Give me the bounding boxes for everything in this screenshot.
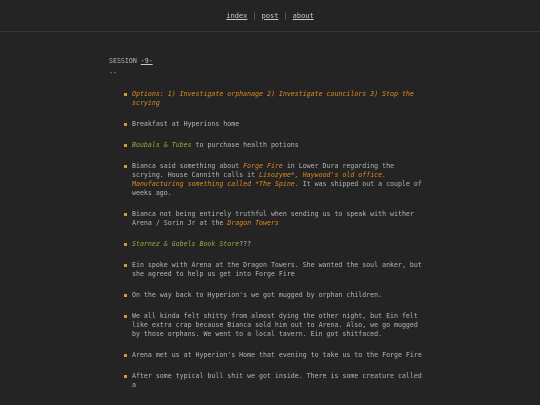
options-text: Options: 1) Investigate orphanage 2) Investigate councilors 3) Stop the scrying	[132, 90, 414, 107]
note-text: Ein spoke with Arena at the Dragon Towers. She wanted the soul anker, but she agreed to help us get into Forge Fire	[132, 261, 422, 278]
note-text: ???	[239, 240, 252, 248]
note-text: After some typical bull shit we got inside. There is some creature called a	[132, 372, 422, 389]
list-item	[132, 372, 429, 390]
notes-list	[109, 90, 429, 390]
list-item	[132, 162, 429, 198]
list-item	[132, 90, 429, 108]
session-number: -9-	[140, 57, 153, 65]
note-text: On the way back to Hyperion's we got mugged by orphan children.	[132, 291, 383, 299]
session-label: SESSION	[109, 57, 141, 65]
forge-fire-highlight: Forge Fire	[243, 162, 283, 170]
post-content	[109, 57, 429, 402]
note-text: to purchase health potions	[191, 141, 299, 149]
list-item	[132, 261, 429, 279]
top-navigation	[0, 0, 540, 32]
nav-about-link[interactable]: about	[292, 11, 314, 20]
note-text: It was shipped out a couple of weeks ago.	[132, 180, 422, 197]
session-divider: --	[109, 69, 117, 77]
list-item	[132, 291, 429, 300]
list-item	[132, 351, 429, 360]
shop-name: Boubals & Tubes	[132, 141, 192, 149]
nav-index-link[interactable]: index	[226, 11, 248, 20]
book-store-name: Starnez & Gobels Book Store	[132, 240, 240, 248]
list-item	[132, 120, 429, 129]
note-text: Arena met us at Hyperion's Home that evening to take us to the Forge Fire	[132, 351, 422, 359]
note-text: Bianca said something about	[132, 162, 244, 170]
nav-separator: |	[252, 11, 257, 20]
note-text: Breakfast at Hyperions home	[132, 120, 240, 128]
nav-post-link[interactable]: post	[261, 11, 279, 20]
note-text: We all kinda felt shitty from almost dying the other night, but Ein felt like extra crap because Bianca sold him out to Arena. Also, we go mugged by those orphans. We went to a local tavern. Ein got shitfaced.	[132, 312, 418, 338]
nav-separator: |	[283, 11, 288, 20]
list-item	[132, 240, 429, 249]
note-text: Bianca not being entirely truthful when sending us to speak with wither Arena / Sorin Jr at the	[132, 210, 414, 227]
note-text: in Lower Dura regarding the scrying. House Cannith calls it	[132, 162, 395, 179]
dragon-towers-highlight: Dragon Towers	[227, 219, 279, 227]
session-heading	[109, 57, 429, 66]
lisozyme-highlight: Lisozyme*, Haywood's old office. Manufacturing something called *The Spine.	[132, 171, 387, 188]
list-item	[132, 210, 429, 228]
list-item	[132, 141, 429, 150]
list-item	[132, 312, 429, 339]
